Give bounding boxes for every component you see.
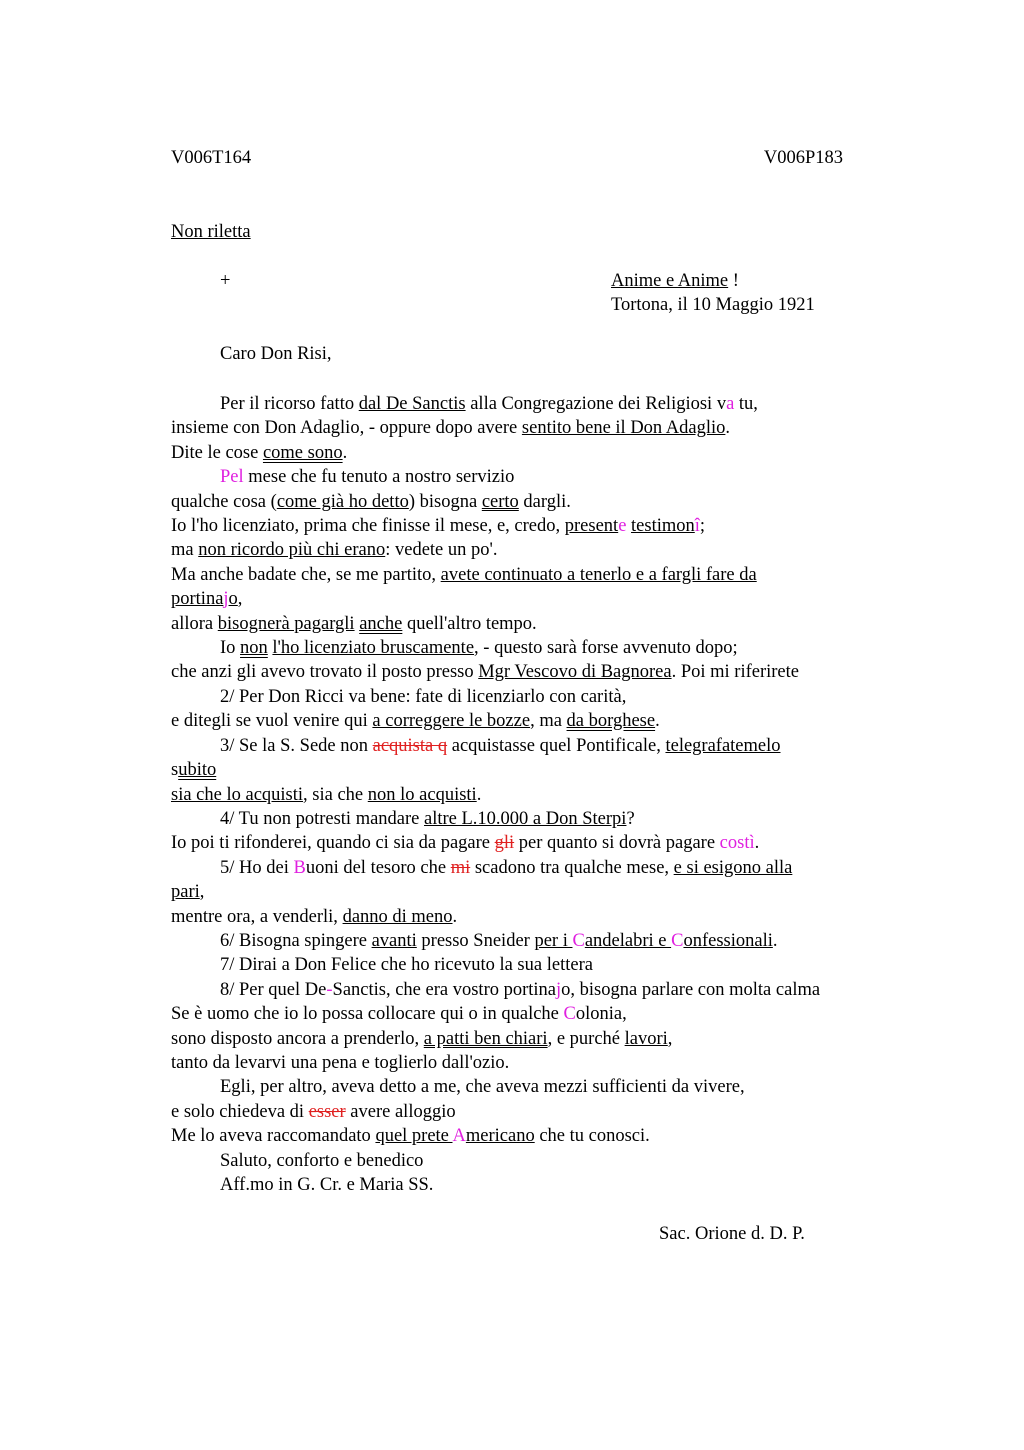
text-segment: quell'altro tempo. — [402, 613, 537, 634]
text-segment: , ma — [530, 711, 567, 732]
text-segment: o — [228, 589, 238, 610]
text-segment: Io l'ho licenziato, prima che finisse il mese, e, credo, — [171, 516, 565, 537]
text-segment: uoni del tesoro che — [305, 857, 451, 878]
text-segment: dargli. — [518, 491, 571, 512]
letter-line — [171, 1051, 911, 1075]
motto — [611, 269, 739, 293]
correction-text: î — [694, 516, 700, 537]
text-segment: Dite le cose — [171, 442, 263, 463]
text-segment: non lo acquisti — [367, 784, 477, 805]
text-segment: 2/ Per Don Ricci va bene: fate di licenziarlo con carità, — [220, 686, 627, 707]
text-segment: , — [237, 589, 243, 610]
text-segment: ; — [699, 516, 706, 537]
correction-text: costì — [719, 833, 755, 854]
text-segment: , sia che — [303, 784, 368, 805]
letter-line — [171, 734, 911, 758]
correction-text: e — [618, 516, 627, 537]
text-segment: portina — [171, 589, 224, 610]
text-segment: alla Congregazione dei Religiosi v — [465, 394, 727, 414]
letter-body — [171, 392, 911, 1197]
text-segment: ) bisogna — [408, 491, 482, 512]
letter-line — [171, 758, 911, 782]
text-segment: 7/ Dirai a Don Felice che ho ricevuto la sua lettera — [220, 955, 593, 976]
text-segment: avanti — [371, 930, 417, 951]
letter-line — [171, 441, 911, 465]
letter-line — [171, 783, 911, 807]
correction-text: a — [726, 394, 735, 414]
letter-line — [171, 612, 911, 636]
letter-line — [171, 1027, 911, 1051]
text-segment: ubito — [178, 760, 217, 781]
letter-line — [171, 831, 911, 855]
text-segment: 8/ Per quel De — [220, 979, 327, 1000]
text-segment: non — [240, 638, 268, 659]
text-segment: dal De Sanctis — [358, 394, 466, 414]
text-segment: per quanto si dovrà pagare — [514, 833, 720, 854]
text-segment: : vedete un po'. — [385, 540, 498, 561]
letter-line — [171, 685, 911, 709]
text-segment: tanto da levarvi una pena e toglierlo dall'ozio. — [171, 1052, 510, 1073]
correction-text: C — [671, 930, 684, 951]
letter-line — [171, 709, 911, 733]
text-segment: e si esigono alla — [673, 857, 793, 878]
text-segment: Mgr Vescovo di Bagnorea — [478, 662, 672, 683]
text-segment: certo — [481, 491, 519, 512]
letter-line — [171, 856, 911, 880]
letter-line — [171, 1173, 911, 1197]
text-segment: . — [655, 711, 660, 732]
text-segment: 5/ Ho dei — [220, 857, 294, 878]
text-segment: per i — [534, 930, 573, 951]
text-segment: e ditegli se vuol venire qui — [171, 711, 373, 732]
correction-text: j — [223, 589, 229, 610]
signature: Sac. Orione d. D. P. — [659, 1224, 805, 1244]
text-segment: e solo chiedeva di — [171, 1101, 309, 1122]
text-segment: . — [754, 833, 760, 854]
review-note: Non riletta — [171, 222, 251, 242]
text-segment: . — [476, 784, 482, 805]
text-segment: che tu conosci. — [534, 1126, 650, 1147]
text-segment: Ma anche badate che, se me partito, — [171, 564, 441, 585]
text-segment: lavori — [624, 1028, 668, 1049]
text-segment: Aff.mo in G. Cr. e Maria SS. — [220, 1175, 434, 1195]
text-segment: telegrafatemelo — [665, 735, 781, 756]
letter-line — [171, 1075, 911, 1099]
text-segment: 6/ Bisogna spingere — [220, 930, 372, 951]
correction-text: C — [563, 1004, 576, 1025]
archive-code-right: V006P183 — [763, 148, 843, 168]
text-segment: avere alloggio — [345, 1101, 456, 1122]
letter-line — [171, 538, 911, 562]
text-segment: mericano — [465, 1126, 535, 1147]
text-segment: ? — [626, 808, 635, 829]
correction-text: Pel — [220, 467, 244, 488]
text-segment: altre L.10.000 a Don Sterpi — [424, 808, 627, 829]
text-segment: Saluto, conforto e benedico — [220, 1150, 424, 1171]
text-segment: bisognerà pagargli — [217, 613, 355, 634]
motto-text: Anime e Anime — [611, 271, 729, 291]
correction-text: C — [572, 930, 585, 951]
letter-line — [171, 880, 911, 904]
text-segment: allora — [171, 613, 218, 634]
letter-line — [171, 563, 911, 587]
text-segment: olonia, — [575, 1004, 627, 1025]
text-segment: mese che fu tenuto a nostro servizio — [243, 467, 515, 488]
cross-mark: + — [220, 271, 231, 291]
text-segment: da borghese — [566, 711, 656, 732]
motto-exclamation: ! — [728, 271, 739, 291]
letter-line — [171, 1002, 911, 1026]
deleted-text: gli — [494, 833, 515, 854]
text-segment: . Poi mi riferirete — [671, 662, 799, 683]
text-segment: l'ho licenziato bruscamente — [272, 638, 475, 659]
letter-line — [171, 660, 911, 684]
place-date: Tortona, il 10 Maggio 1921 — [611, 295, 815, 315]
letter-line — [171, 587, 911, 611]
text-segment: . — [452, 906, 458, 927]
text-segment: come già ho detto — [276, 491, 409, 512]
correction-text: j — [556, 979, 562, 1000]
text-segment: danno di meno — [342, 906, 453, 927]
text-segment: Se è uomo che io lo possa collocare qui o in qualche — [171, 1004, 564, 1025]
text-segment: Io poi ti rifonderei, quando ci sia da pagare — [171, 833, 495, 854]
text-segment: che anzi gli avevo trovato il posto presso — [171, 662, 479, 683]
text-segment: ma — [171, 540, 199, 561]
text-segment: , e purché — [547, 1028, 625, 1049]
text-segment: scadono tra qualche mese, — [470, 857, 674, 878]
text-segment: non ricordo più chi erano — [198, 540, 386, 561]
deleted-text: mi — [450, 857, 471, 878]
letter-line — [171, 465, 911, 489]
text-segment: mentre ora, a venderli, — [171, 906, 343, 927]
text-segment: . — [725, 418, 731, 439]
correction-text: B — [293, 857, 306, 878]
text-segment: testimon — [631, 516, 695, 537]
text-segment: present — [564, 516, 619, 537]
text-segment: , — [199, 882, 205, 903]
correction-text: - — [326, 979, 333, 1000]
letter-line — [171, 636, 911, 660]
text-segment: pari — [171, 882, 200, 903]
text-segment: Sanctis, che era vostro portina — [332, 979, 557, 1000]
text-segment: a patti ben chiari — [423, 1028, 548, 1049]
text-segment: onfessionali — [683, 930, 773, 951]
letter-line — [171, 490, 911, 514]
text-segment: a correggere le bozze — [372, 711, 531, 732]
letter-line — [171, 1100, 911, 1124]
salutation: Caro Don Risi, — [220, 344, 332, 364]
text-segment: o, bisogna parlare con molta calma — [561, 979, 821, 1000]
text-segment: Io — [220, 638, 241, 659]
text-segment: sono disposto ancora a prenderlo, — [171, 1028, 424, 1049]
text-segment: s — [171, 760, 179, 781]
text-segment: qualche cosa ( — [171, 491, 277, 512]
letter-line — [171, 1124, 911, 1148]
archive-code-left: V006T164 — [171, 148, 252, 168]
text-segment: anche — [359, 613, 403, 634]
text-segment: andelabri e — [584, 930, 672, 951]
letter-line — [171, 929, 911, 953]
text-segment: sentito bene il Don Adaglio — [521, 418, 726, 439]
text-segment: Me lo aveva raccomandato — [171, 1126, 376, 1147]
deleted-text: esser — [308, 1101, 346, 1122]
letter-line — [171, 978, 911, 1002]
text-segment: quel prete — [375, 1126, 453, 1147]
letter-line — [171, 514, 911, 538]
text-segment: sia che lo acquisti — [171, 784, 304, 805]
text-segment: avete continuato a tenerlo e a fargli fare da — [440, 564, 757, 585]
text-segment: acquistasse quel Pontificale, — [447, 735, 666, 756]
text-segment: 4/ Tu non potresti mandare — [220, 808, 425, 829]
letter-line — [171, 905, 911, 929]
correction-text: A — [452, 1126, 466, 1147]
text-segment: . — [342, 442, 348, 463]
letter-line — [171, 392, 911, 416]
text-segment: come sono — [262, 442, 343, 463]
letter-line — [171, 1149, 911, 1173]
text-segment: Egli, per altro, aveva detto a me, che aveva mezzi sufficienti da vivere, — [220, 1077, 745, 1098]
text-segment: presso Sneider — [416, 930, 535, 951]
text-segment: . — [772, 930, 778, 951]
text-segment: tu, — [734, 394, 758, 414]
text-segment: insieme con Don Adaglio, - oppure dopo avere — [171, 418, 522, 439]
text-segment: , — [667, 1028, 673, 1049]
text-segment: Per il ricorso fatto — [220, 394, 359, 414]
text-segment: , - questo sarà forse avvenuto dopo; — [474, 638, 738, 659]
deleted-text: acquista q — [372, 735, 448, 756]
letter-line — [171, 953, 911, 977]
text-segment: 3/ Se la S. Sede non — [220, 735, 373, 756]
letter-line — [171, 807, 911, 831]
letter-line — [171, 416, 911, 440]
